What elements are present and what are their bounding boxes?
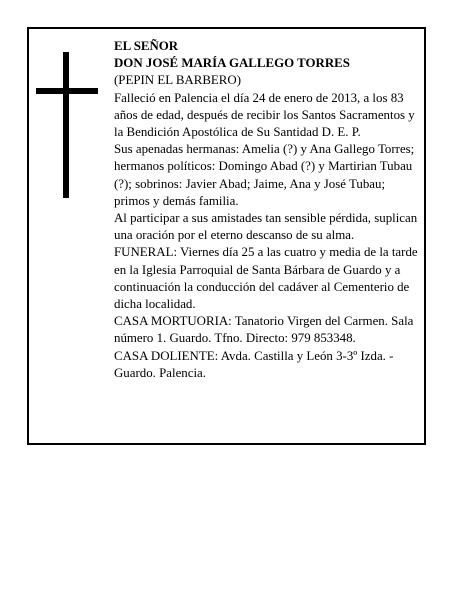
honorific-title: EL SEÑOR [114, 39, 179, 53]
cross-horizontal-bar [36, 88, 98, 94]
family-paragraph: Sus apenadas hermanas: Amelia (?) y Ana Gallego Torres; hermanos políticos: Domingo Abad (?) y Martirian Tubau (?); sobrinos: Javier Abad; Jaime, Ana y José Tubau; primos y demás familia. [114, 142, 415, 208]
prayer-paragraph: Al participar a sus amistades tan sensible pérdida, suplican una oración por el eterno descanso de su alma. [114, 211, 418, 243]
funeral-paragraph: FUNERAL: Viernes día 25 a las cuatro y media de la tarde en la Iglesia Parroquial de Santa Bárbara de Guardo y a continuación la conducción del cadáver al Cementerio de dicha localidad. [114, 245, 418, 312]
home-paragraph: CASA DOLIENTE: Avda. Castilla y León 3-3º Izda. - Guardo. Palencia. [114, 348, 394, 380]
cross-vertical-bar [63, 52, 69, 198]
latin-cross-icon [36, 52, 98, 198]
obituary-text [114, 38, 422, 382]
mortuary-paragraph: CASA MORTUORIA: Tanatorio Virgen del Carmen. Sala número 1. Guardo. Tfno. Directo: 979 853348. [114, 314, 414, 346]
death-paragraph: Falleció en Palencia el día 24 de enero de 2013, a los 83 años de edad, después de recibir los Santos Sacramentos y la Bendición Apostólica de Su Santidad D. E. P. [114, 90, 415, 140]
deceased-nickname: (PEPIN EL BARBERO) [114, 73, 241, 88]
deceased-name: DON JOSÉ MARÍA GALLEGO TORRES [114, 56, 350, 71]
